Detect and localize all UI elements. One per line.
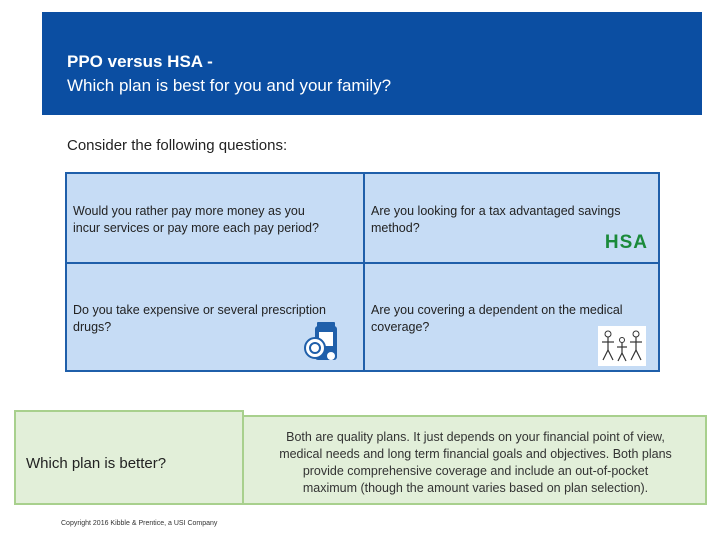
copyright-text: Copyright 2016 Kibble & Prentice, a USI Company bbox=[61, 520, 218, 527]
question-text: Are you covering a dependent on the medical bbox=[371, 303, 623, 317]
question-text: method? bbox=[371, 221, 420, 235]
question-cell-prescription bbox=[67, 264, 365, 370]
answer-line: maximum (though the amount varies based on plan selection). bbox=[302, 481, 649, 495]
answer-line: provide comprehensive coverage and include an out-of-pocket bbox=[302, 464, 649, 478]
family-icon bbox=[598, 326, 646, 366]
question-cell-savings bbox=[365, 174, 660, 264]
answer-box bbox=[244, 415, 707, 505]
which-plan-label: Which plan is better? bbox=[26, 455, 167, 472]
question-cell-cost bbox=[67, 174, 365, 264]
prescription-icon bbox=[303, 320, 345, 364]
question-text: incur services or pay more each pay period? bbox=[73, 221, 319, 235]
question-text: Would you rather pay more money as you bbox=[73, 204, 305, 218]
title-line-2: Which plan is best for you and your family? bbox=[67, 76, 392, 95]
subheading: Consider the following questions: bbox=[67, 137, 288, 154]
which-plan-box bbox=[14, 410, 244, 505]
question-text: drugs? bbox=[73, 320, 112, 334]
questions-grid bbox=[65, 172, 660, 372]
question-text: coverage? bbox=[371, 320, 430, 334]
answer-line: Both are quality plans. It just depends on your financial point of view, bbox=[286, 430, 665, 444]
hsa-logo: HSA bbox=[604, 232, 648, 253]
answer-line: medical needs and long term financial goals and objectives. Both plans bbox=[279, 447, 672, 461]
title-banner bbox=[42, 12, 702, 115]
title-line-1: PPO versus HSA - bbox=[67, 52, 213, 71]
answer-text bbox=[252, 429, 699, 497]
question-cell-dependent bbox=[365, 264, 660, 370]
question-text: Do you take expensive or several prescription bbox=[73, 303, 326, 317]
question-text: Are you looking for a tax advantaged savings bbox=[371, 204, 621, 218]
